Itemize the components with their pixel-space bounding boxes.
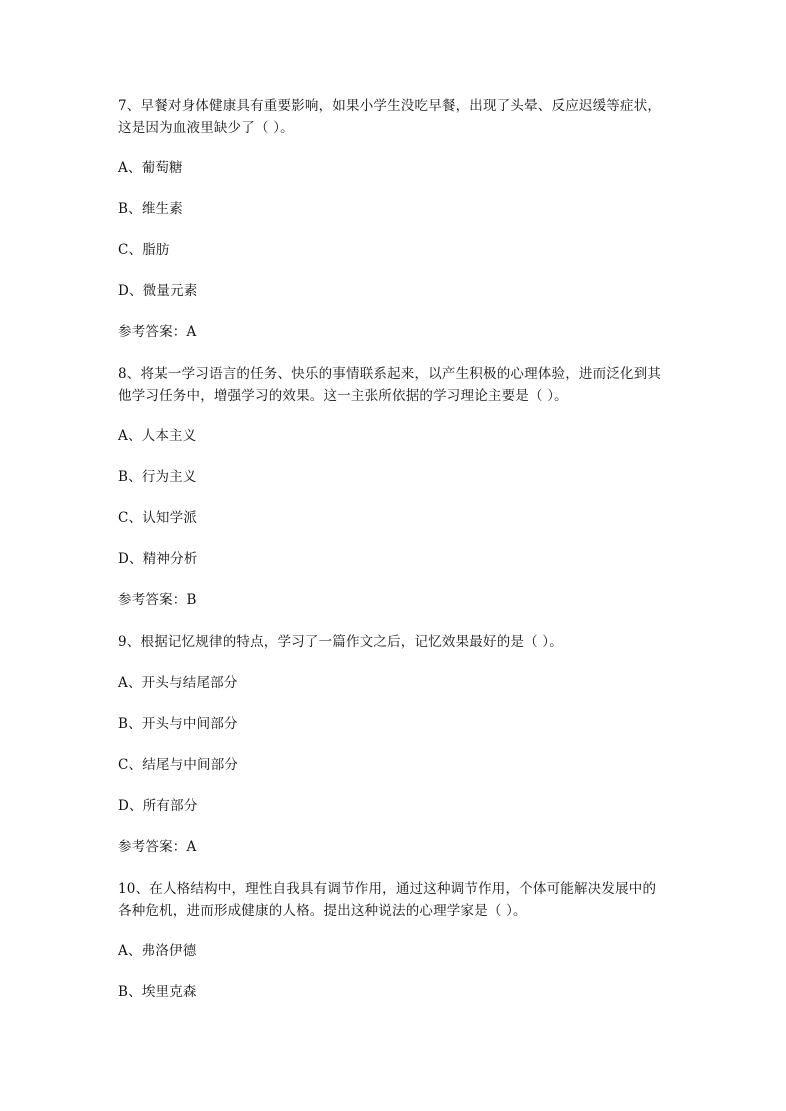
question-9-option-c: C、结尾与中间部分 <box>118 757 239 773</box>
question-7-option-b: B、维生素 <box>118 201 183 217</box>
question-8-stem-line-2: 他学习任务中，增强学习的效果。这一主张所依据的学习理论主要是（ ）。 <box>118 388 568 404</box>
question-7-option-c: C、脂肪 <box>118 242 170 258</box>
question-7-option-d: D、微量元素 <box>118 283 198 299</box>
question-9-option-b: B、开头与中间部分 <box>118 716 238 732</box>
question-8-option-d: D、精神分析 <box>118 551 198 567</box>
question-7-stem-line-2: 这是因为血液里缺少了（ ）。 <box>118 120 294 136</box>
question-10-stem-line-2: 各种危机，进而形成健康的人格。提出这种说法的心理学家是（ ）。 <box>118 903 527 919</box>
question-8-answer: 参考答案：B <box>118 592 197 608</box>
question-10-option-b: B、埃里克森 <box>118 984 197 1000</box>
question-10-option-a: A、弗洛伊德 <box>118 943 197 959</box>
question-8-stem-line-1: 8、将某一学习语言的任务、快乐的事情联系起来，以产生积极的心理体验，进而泛化到其 <box>118 366 662 382</box>
question-10-stem-line-1: 10、在人格结构中，理性自我具有调节作用，通过这种调节作用，个体可能解决发展中的 <box>118 881 657 897</box>
question-9-option-a: A、开头与结尾部分 <box>118 675 238 691</box>
question-7-stem-line-1: 7、早餐对身体健康具有重要影响，如果小学生没吃早餐，出现了头晕、反应迟缓等症状， <box>118 98 662 114</box>
question-9-option-d: D、所有部分 <box>118 798 198 814</box>
question-9-answer: 参考答案：A <box>118 839 197 855</box>
question-7-answer: 参考答案：A <box>118 324 197 340</box>
question-8-option-b: B、行为主义 <box>118 469 197 485</box>
question-9-stem-line-1: 9、根据记忆规律的特点，学习了一篇作文之后，记忆效果最好的是（ ）。 <box>118 634 563 650</box>
question-7-option-a: A、葡萄糖 <box>118 160 183 176</box>
question-8-option-a: A、人本主义 <box>118 428 197 444</box>
question-8-option-c: C、认知学派 <box>118 510 198 526</box>
